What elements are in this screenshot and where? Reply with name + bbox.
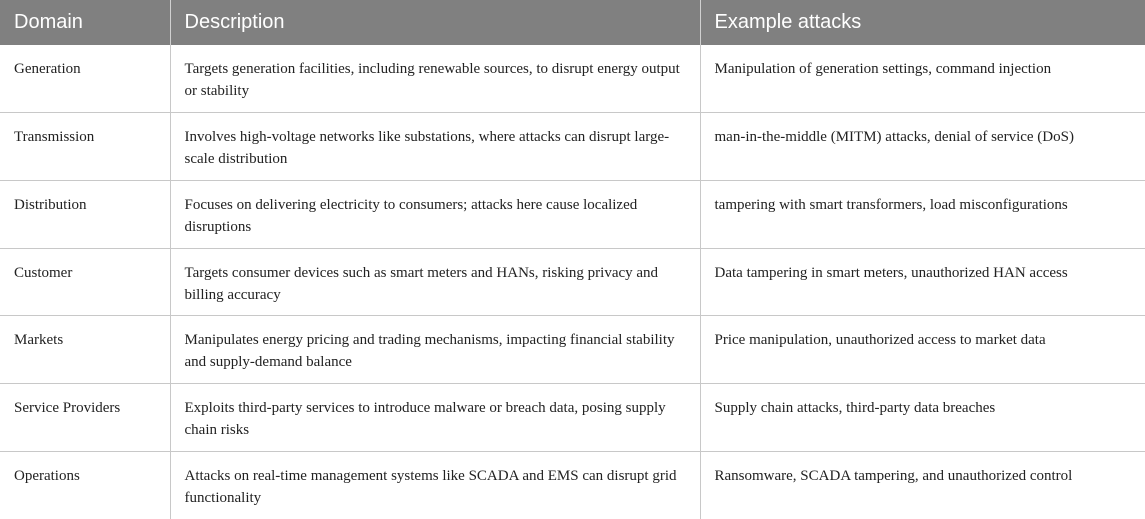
header-domain: Domain (0, 0, 170, 45)
table-row (0, 45, 1145, 113)
header-description: Description (170, 0, 700, 45)
example-attacks-cell: Ransomware, SCADA tampering, and unauthorized control (714, 467, 1073, 484)
example-attacks-cell: Manipulation of generation settings, command injection (700, 45, 1145, 113)
domain-cell: Operations (0, 451, 170, 519)
description-cell: Targets generation facilities, including renewable sources, to disrupt energy output or stability (170, 45, 700, 113)
table-row (0, 113, 1145, 181)
domain-cell: Generation (0, 45, 170, 113)
table-row (0, 180, 1145, 248)
table-row (0, 316, 1145, 384)
domain-cell: Markets (0, 316, 170, 384)
description-cell: Involves high-voltage networks like substations, where attacks can disrupt large-scale distribution (170, 113, 700, 181)
table-header-row (0, 0, 1145, 45)
description-cell: Manipulates energy pricing and trading mechanisms, impacting financial stability and supply-demand balance (170, 316, 700, 384)
description-cell: Attacks on real-time management systems like SCADA and EMS can disrupt grid functionality (170, 451, 700, 519)
description-cell: Targets consumer devices such as smart meters and HANs, risking privacy and billing accuracy (170, 248, 700, 316)
header-example-attacks: Example attacks (700, 0, 1145, 45)
domain-cell: Transmission (0, 113, 170, 181)
domain-cell: Customer (0, 248, 170, 316)
table-row (0, 383, 1145, 451)
domain-cell: Service Providers (0, 383, 170, 451)
example-attacks-cell: man-in-the-middle (MITM) attacks, denial of service (DoS) (700, 113, 1145, 181)
domain-cell: Distribution (0, 180, 170, 248)
description-cell: Focuses on delivering electricity to consumers; attacks here cause localized disruptions (170, 180, 700, 248)
table-row (0, 248, 1145, 316)
example-attacks-cell: Supply chain attacks, third-party data breaches (700, 383, 1145, 451)
example-attacks-cell: tampering with smart transformers, load misconfigurations (700, 180, 1145, 248)
table-row (0, 451, 1145, 519)
description-cell: Exploits third-party services to introduce malware or breach data, posing supply chain risks (170, 383, 700, 451)
example-attacks-cell: Data tampering in smart meters, unauthorized HAN access (700, 248, 1145, 316)
example-attacks-cell: Price manipulation, unauthorized access to market data (700, 316, 1145, 384)
